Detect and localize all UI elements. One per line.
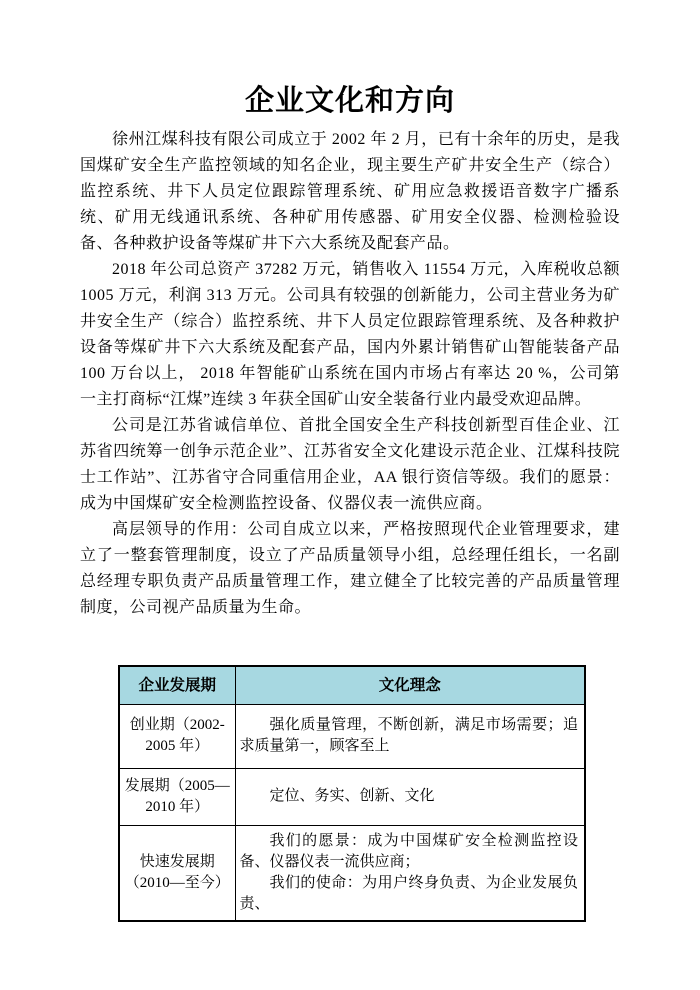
culture-line: 强化质量管理，不断创新，满足市场需要；追求质量第一，顾客至上 — [239, 717, 578, 754]
table-row-rapid-development-period — [119, 825, 585, 921]
culture-cell — [235, 825, 585, 921]
table-row-startup-period — [119, 704, 585, 768]
table-header-row — [119, 666, 585, 704]
paragraph-leadership: 高层领导的作用：公司自成立以来，严格按照现代企业管理要求，建立了一整套管理制度，设立了产品质量领导小组，总经理任组长，一名副总经理专职负责产品质量管理工作，建立健全了比较完善的产品质量管理制度，公司视产品质量为生命。 — [80, 521, 620, 616]
culture-cell — [235, 704, 585, 768]
paragraph-honors-vision: 公司是江苏省诚信单位、首批全国安全生产科技创新型百佳企业、江苏省四统筹一创争示范企业”、江苏省安全文化建设示范企业、江煤科技院士工作站”、江苏省守合同重信用企业，AA 银行资信等级。我们的愿景：成为中国煤矿安全检测监控设备、仪器仪表一流供应商。 — [80, 417, 620, 512]
culture-cell — [235, 768, 585, 825]
culture-line-mission: 我们的使命：为用户终身负责、为企业发展负责、 — [239, 874, 578, 912]
document-body — [80, 127, 620, 621]
column-header-culture-concept: 文化理念 — [235, 666, 585, 704]
period-cell: 创业期（2002-2005 年） — [119, 704, 235, 768]
paragraph-company-intro: 徐州江煤科技有限公司成立于 2002 年 2 月，已有十余年的历史，是我国煤矿安全生产监控领域的知名企业，现主要生产矿井安全生产（综合）监控系统、井下人员定位跟踪管理系统、矿用应急救援语音数字广播系统、矿用无线通讯系统、各种矿用传感器、矿用安全仪器、检测检验设备、各种救护设备等煤矿井下六大系统及配套产品。 — [80, 131, 620, 252]
column-header-development-period: 企业发展期 — [119, 666, 235, 704]
page-title: 企业文化和方向 — [244, 85, 455, 117]
culture-line: 定位、务实、创新、文化 — [269, 788, 435, 804]
period-cell: 发展期（2005—2010 年） — [119, 768, 235, 825]
period-cell: 快速发展期（2010—至今） — [119, 825, 235, 921]
paragraph-financials: 2018 年公司总资产 37282 万元，销售收入 11554 万元，入库税收总额 1005 万元，利润 313 万元。公司具有较强的创新能力，公司主营业务为矿井安全生产（综合）监控系统、井下人员定位跟踪管理系统、及各种救护设备等煤矿井下六大系统及配套产品，国内外累计销售矿山智能装备产品 100 万台以上， 2018 年智能矿山系统在国内市场占有率达 20 %，公司第一主打商标“江煤”连续 3 年获全国矿山安全装备行业内最受欢迎品牌。 — [80, 261, 620, 408]
culture-line-vision: 我们的愿景：成为中国煤矿安全检测监控设备、仪器仪表一流供应商； — [239, 832, 578, 870]
culture-table — [118, 665, 586, 922]
table-row-development-period — [119, 768, 585, 825]
